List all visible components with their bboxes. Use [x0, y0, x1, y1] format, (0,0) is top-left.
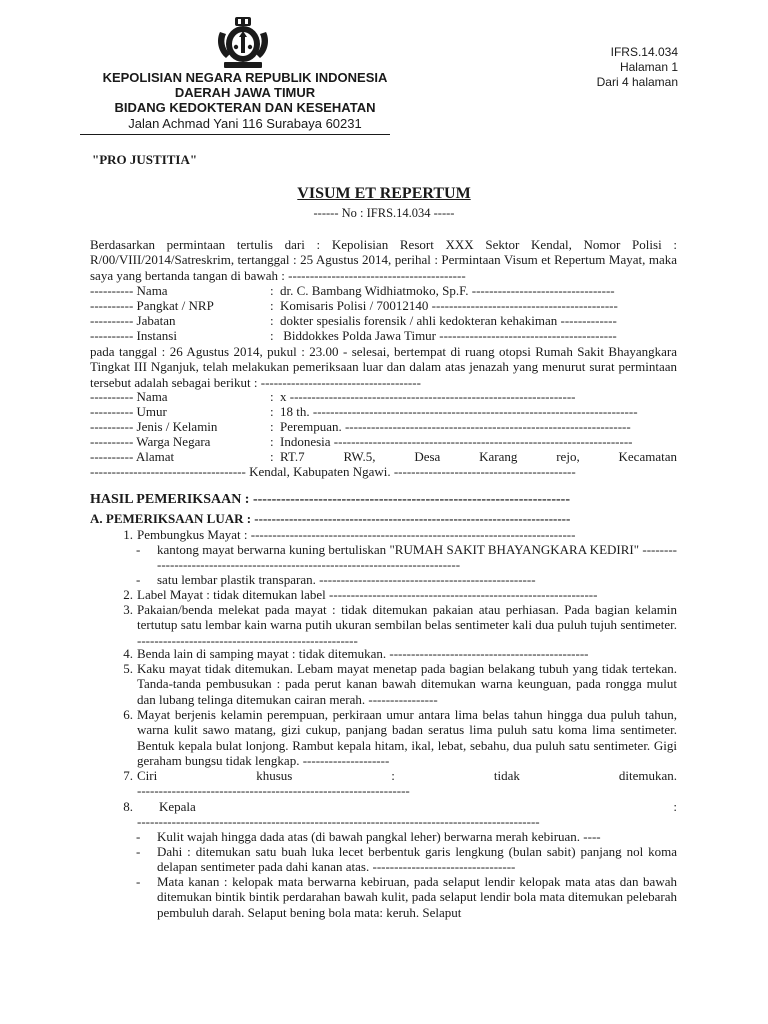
item-number: 1. [123, 527, 133, 542]
intro-paragraph: Berdasarkan permintaan tertulis dari : Kepolisian Resort XXX Sektor Kendal, Nomor Polisi : R/00/VIII/2014/Satreskrim, tertanggal : 25 Agustus 2014, perihal : Permintaan Visum et Repertum Mayat, maka saya yang bertanda tangan di bawah : ----------------------------------------- [90, 237, 677, 283]
field-value: x ------------------------------------------------------------------ [280, 389, 576, 404]
doc-total-pages: Dari 4 halaman [596, 75, 678, 89]
field-value: Perempuan. ------------------------------------------------------------------ [280, 419, 631, 434]
field-label: ---------- Jabatan [90, 313, 176, 328]
item-text: Pembungkus Mayat : --------------------------------------------------------------------------- [137, 527, 576, 542]
victim-address-continued: ------------------------------------ Kendal, Kabupaten Ngawi. ------------------------------------------ [90, 464, 576, 479]
item-text: Pakaian/benda melekat pada mayat : tidak ditemukan pakaian atau perhiasan. Pada bagian kelamin tertutup satu lembar kain warna putih ukuran sembilan belas sentimeter kali dua puluh tujuh sentimeter. --------------------------------------------------- [137, 602, 677, 648]
police-emblem-logo [214, 14, 272, 70]
sub-item-text: kantong mayat berwarna kuning bertuliskan "RUMAH SAKIT BHAYANGKARA KEDIRI" ------------------------------------------------------------------------------ [157, 542, 677, 572]
results-heading: HASIL PEMERIKSAAN : -------------------------------------------------------------------- [90, 492, 570, 507]
letterhead-divider [80, 134, 390, 135]
list-item-8-continued [113, 814, 677, 829]
letterhead-division: BIDANG KEDOKTERAN DAN KESEHATAN [114, 100, 376, 115]
field-label: ---------- Jenis / Kelamin [90, 419, 218, 434]
field-label: ---------- Umur [90, 404, 167, 419]
item-text: Mayat berjenis kelamin perempuan, perkiraan umur antara lima belas tahun hingga dua puluh tahun, warna kulit sawo matang, gizi cukup, panjang badan seratus lima puluh satu koma lima sentimeter. Bentuk kepala bulat lonjong. Rambut kepala hitam, ikal, lebat, sebahu, dua puluh satu sentimeter. Gigi geraham bungsu tidak lengkap. -------------------- [137, 707, 677, 768]
item-number: 8. [123, 799, 133, 814]
field-value: Komisaris Polisi / 70012140 ------------------------------------------- [280, 298, 618, 313]
doctor-name-row: ---------- Nama : dr. C. Bambang Widhiatmoko, Sp.F. --------------------------------- [90, 283, 615, 298]
letterhead-institution: KEPOLISIAN NEGARA REPUBLIK INDONESIA [102, 70, 388, 85]
sub-item-text: satu lembar plastik transparan. -------------------------------------------------- [157, 572, 536, 587]
list-item-3 [113, 602, 677, 648]
bullet-dash: - [136, 572, 141, 587]
list-item-1 [113, 527, 677, 542]
victim-sex-row: ---------- Jenis / Kelamin : Perempuan. ------------------------------------------------------------------ [90, 419, 631, 434]
field-label: ---------- Nama [90, 283, 168, 298]
exam-paragraph: pada tanggal : 26 Agustus 2014, pukul : 23.00 - selesai, bertempat di ruang otopsi Rumah Sakit Bhayangkara Tingkat III Nganjuk, telah melakukan pemeriksaan luar dan dalam atas jenazah yang menurut surat permintaan tersebut adalah sebagai berikut : ------------------------------------- [90, 344, 677, 390]
field-label: ---------- Alamat [90, 449, 175, 464]
item-number: 4. [123, 646, 133, 661]
list-item-6 [113, 707, 677, 768]
item-text: Kepala [159, 799, 196, 814]
field-label: ---------- Pangkat / NRP [90, 298, 214, 313]
sub-item [136, 542, 677, 572]
list-item-2 [113, 587, 677, 602]
item-number: 7. [123, 768, 133, 783]
field-value: dr. C. Bambang Widhiatmoko, Sp.F. --------------------------------- [280, 283, 615, 298]
doc-page: Halaman 1 [619, 60, 678, 74]
victim-name-row: ---------- Nama : x ------------------------------------------------------------------ [90, 389, 576, 404]
victim-nationality-row: ---------- Warga Negara : Indonesia --------------------------------------------------------------------- [90, 434, 633, 449]
field-value: dokter spesialis forensik / ahli kedokteran kehakiman ------------- [280, 313, 617, 328]
item-text: Label Mayat : tidak ditemukan label -------------------------------------------------------------- [137, 587, 598, 602]
item-text-continued: --------------------------------------------------------------------------------------------- [137, 814, 540, 829]
bullet-dash: - [136, 829, 141, 844]
section-a-heading: A. PEMERIKSAAN LUAR : ------------------------------------------------------------------------- [90, 511, 571, 526]
list-item-7-continued [113, 783, 677, 798]
doc-code: IFRS.14.034 [610, 45, 678, 59]
field-label: ---------- Instansi [90, 328, 177, 343]
doctor-rank-row: ---------- Pangkat / NRP : Komisaris Polisi / 70012140 ------------------------------------------- [90, 298, 618, 313]
sub-item-text: Kulit wajah hingga dada atas (di bawah pangkal leher) berwarna merah kebiruan. ---- [157, 829, 601, 844]
sub-item [136, 572, 677, 587]
field-value: Biddokkes Polda Jawa Timur ----------------------------------------- [280, 328, 617, 343]
item-colon: : [673, 799, 677, 814]
doctor-position-row: ---------- Jabatan : dokter spesialis forensik / ahli kedokteran kehakiman ------------- [90, 313, 617, 328]
letterhead-address: Jalan Achmad Yani 116 Surabaya 60231 [128, 116, 362, 131]
doctor-agency-row: ---------- Instansi : Biddokkes Polda Jawa Timur ----------------------------------------- [90, 328, 617, 343]
document-number: ------ No : IFRS.14.034 ----- [313, 206, 455, 220]
sub-item [136, 829, 677, 844]
item-text: Ciri khusus : tidak ditemukan. [137, 768, 677, 783]
bullet-dash: - [136, 844, 141, 859]
item-number: 2. [123, 587, 133, 602]
victim-address-row: ---------- Alamat : RT.7 RW.5, Desa Karang rejo, Kecamatan [90, 449, 677, 464]
bullet-dash: - [136, 874, 141, 889]
sub-item-text: Dahi : ditemukan satu buah luka lecet berbentuk garis lengkung (bulan sabit) panjang nol koma delapan sentimeter pada dahi kanan atas. --------------------------------- [157, 844, 677, 874]
victim-age-row: ---------- Umur : 18 th. --------------------------------------------------------------------------- [90, 404, 638, 419]
item-number: 6. [123, 707, 133, 722]
item-number: 5. [123, 661, 133, 676]
list-item-4 [113, 646, 677, 661]
sub-item [136, 874, 677, 920]
field-label: ---------- Warga Negara [90, 434, 211, 449]
list-item-8 [113, 799, 677, 814]
item-number: 3. [123, 602, 133, 617]
item-text: Benda lain di samping mayat : tidak ditemukan. ---------------------------------------------- [137, 646, 589, 661]
item-text: Kaku mayat tidak ditemukan. Lebam mayat menetap pada bagian belakang tubuh yang tidak tertekan. Tanda-tanda pembusukan : pada perut kanan bawah ditemukan warna keunguan, pada rongga mulut dan lubang telinga ditemukan cairan merah. ---------------- [137, 661, 677, 707]
sub-item [136, 844, 677, 874]
list-item-5 [113, 661, 677, 707]
bullet-dash: - [136, 542, 141, 557]
document-title: VISUM ET REPERTUM [297, 185, 471, 202]
letterhead-region: DAERAH JAWA TIMUR [174, 85, 316, 100]
list-item-7 [113, 768, 677, 783]
sub-item-text: Mata kanan : kelopak mata berwarna kebiruan, pada selaput lendir kelopak mata atas dan bawah ditemukan bintik bintik perdarahan bawah kulit, pada selaput lendir bola mata ditemukan pelebarah pembuluh darah. Selaput bening bola mata: keruh. Selaput [157, 874, 677, 920]
field-value: Indonesia --------------------------------------------------------------------- [280, 434, 633, 449]
item-text-continued: --------------------------------------------------------------- [137, 783, 410, 798]
field-value: RT.7 RW.5, Desa Karang rejo, Kecamatan [280, 449, 677, 464]
field-value: 18 th. --------------------------------------------------------------------------- [280, 404, 638, 419]
field-label: ---------- Nama [90, 389, 168, 404]
pro-justitia-label: "PRO JUSTITIA" [92, 152, 198, 167]
